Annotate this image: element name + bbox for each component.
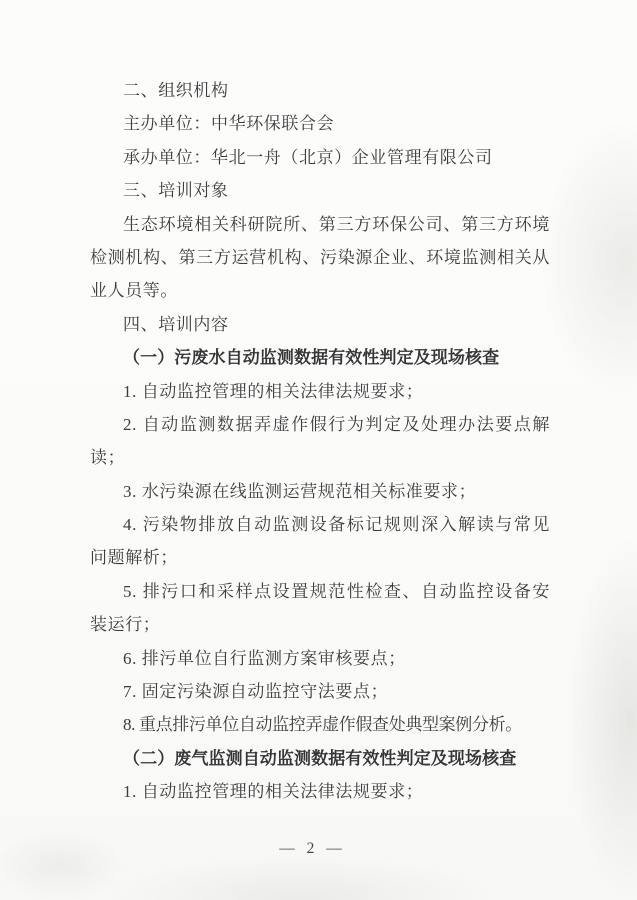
section-heading-audience: 三、培训对象 — [123, 181, 229, 201]
audience-paragraph-line-2: 检测机构、第三方运营机构、污染源企业、环境监测相关从 — [90, 247, 550, 267]
exhaust-gas-item-1-line: 1. 自动监控管理的相关法律法规要求； — [123, 782, 424, 802]
section-heading-content: 四、培训内容 — [123, 314, 229, 334]
subsection-heading-wastewater: （一）污废水自动监测数据有效性判定及现场核查 — [123, 348, 500, 368]
subsection-heading-exhaust-gas: （二）废气监测自动监测数据有效性判定及现场核查 — [123, 748, 517, 768]
wastewater-item-2-line-2: 读； — [90, 448, 126, 468]
wastewater-item-4-line-1: 4. 污染物排放自动监测设备标记规则深入解读与常见 — [123, 515, 550, 535]
wastewater-item-8-line: 8. 重点排污单位自动监控弄虚作假查处典型案例分析。 — [123, 715, 522, 735]
wastewater-item-1-line: 1. 自动监控管理的相关法律法规要求； — [123, 381, 424, 401]
wastewater-item-5-line-2: 装运行； — [90, 615, 161, 635]
page-number: — 2 — — [279, 840, 346, 857]
wastewater-item-3-line: 3. 水污染源在线监测运营规范相关标准要求； — [123, 481, 477, 501]
document-body — [90, 74, 550, 809]
wastewater-item-5-line-1: 5. 排污口和采样点设置规范性检查、自动监控设备安 — [123, 581, 550, 601]
wastewater-item-6-line: 6. 排污单位自行监测方案审核要点； — [123, 648, 406, 668]
organizer-unit-line: 承办单位：华北一舟（北京）企业管理有限公司 — [123, 147, 493, 167]
audience-paragraph-line-1: 生态环境相关科研院所、第三方环保公司、第三方环境 — [123, 214, 550, 234]
host-unit-line: 主办单位：中华环保联合会 — [123, 114, 335, 134]
wastewater-item-4-line-2: 问题解析； — [90, 548, 178, 568]
wastewater-item-2-line-1: 2. 自动监测数据弄虚作假行为判定及处理办法要点解 — [123, 414, 550, 434]
wastewater-item-7-line: 7. 固定污染源自动监控守法要点； — [123, 682, 389, 702]
audience-paragraph-line-3: 业人员等。 — [90, 281, 178, 301]
section-heading-organization: 二、组织机构 — [123, 81, 229, 100]
